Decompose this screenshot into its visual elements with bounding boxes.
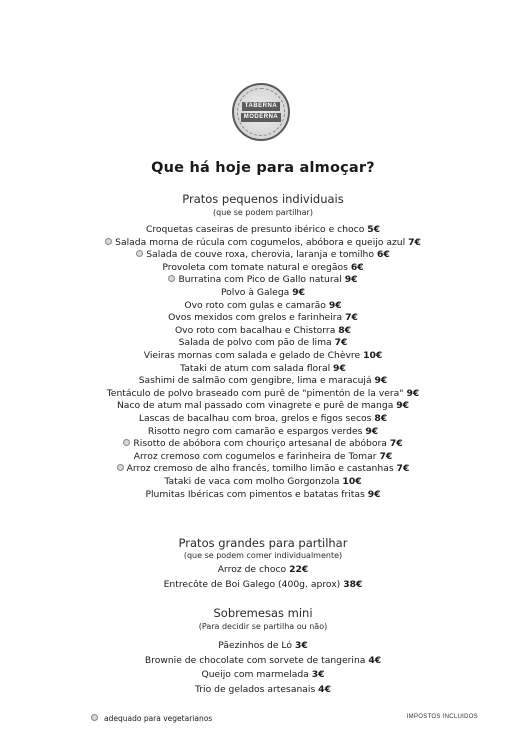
menu-item xyxy=(0,312,526,324)
menu-item-name: Pãezinhos de Ló xyxy=(218,640,293,651)
menu-item-name: Ovos mexidos com grelos e farinheira xyxy=(168,312,343,324)
menu-item-name: Arroz cremoso de alho francês, tomilho limão e castanhas xyxy=(126,463,394,475)
section-subheading-desserts: (Para decidir se partilha ou não) xyxy=(198,622,328,631)
menu-item-price: 7€ xyxy=(396,463,410,475)
menu-item xyxy=(0,262,526,274)
section-heading-sharing-plates: Pratos grandes para partilhar xyxy=(178,536,348,550)
menu-item xyxy=(0,564,526,576)
menu-item-price: 9€ xyxy=(396,400,410,412)
menu-item-price: 7€ xyxy=(408,236,421,248)
menu-item-price: 38€ xyxy=(343,579,363,590)
menu-item-name: Tataki de vaca com molho Gorgonzola xyxy=(164,476,340,487)
menu-item xyxy=(0,463,526,475)
menu-item xyxy=(0,274,526,286)
menu-item-name: Arroz cremoso com cogumelos e farinheira de Tomar xyxy=(133,450,377,462)
menu-item xyxy=(0,579,526,591)
menu-item xyxy=(0,400,526,412)
section-heading-small-plates: Pratos pequenos individuais xyxy=(182,192,344,206)
menu-item-name: Plumitas Ibéricas com pimentos e batatas fritas xyxy=(145,488,365,500)
menu-item xyxy=(0,413,526,425)
menu-item-price: 9€ xyxy=(367,488,381,500)
vegetarian-icon xyxy=(168,275,175,282)
menu-item-name: Arroz de choco xyxy=(217,564,287,575)
menu-item-name: Burratina com Pico de Gallo natural xyxy=(178,274,342,286)
menu-item-name: Queijo com marmelada xyxy=(201,669,309,680)
menu-item-name: Polvo à Galega xyxy=(220,287,290,298)
menu-item-name: Sashimi de salmão com gengibre, lima e maracujá xyxy=(138,375,372,387)
menu-item-price: 3€ xyxy=(311,669,325,680)
menu-item xyxy=(0,350,526,362)
menu-item-name: Naco de atum mal passado com vinagrete e purê de manga xyxy=(116,400,394,412)
menu-item-price: 6€ xyxy=(376,249,390,261)
logo-ring xyxy=(237,88,285,136)
vegetarian-legend-text: adequado para vegetarianos xyxy=(104,714,213,723)
menu-item-price: 8€ xyxy=(374,413,388,424)
menu-item-price: 10€ xyxy=(342,476,362,487)
menu-item xyxy=(0,655,526,667)
menu-item xyxy=(0,426,526,438)
section-heading-desserts: Sobremesas mini xyxy=(213,606,313,620)
menu-item-name: Salada morna de rúcula com cogumelos, abóbora e queijo azul xyxy=(115,236,406,248)
menu-item-name: Salada de polvo com pão de lima xyxy=(178,337,332,349)
menu-item-price: 9€ xyxy=(292,287,306,298)
menu-item-price: 7€ xyxy=(389,438,403,450)
vegetarian-icon xyxy=(117,464,124,471)
menu-item-name: Vieiras mornas com salada e gelado de Chèvre xyxy=(143,350,361,361)
menu-item-price: 5€ xyxy=(367,224,381,235)
logo-line-1: TABERNA xyxy=(242,102,280,111)
menu-item xyxy=(0,669,526,681)
menu-item xyxy=(0,375,526,387)
menu-item-name: Provoleta com tomate natural e oregãos xyxy=(162,261,348,273)
vegetarian-icon xyxy=(105,238,112,245)
page-title: Que há hoje para almoçar? xyxy=(151,160,375,176)
menu-item xyxy=(0,287,526,299)
vegetarian-legend xyxy=(91,714,212,723)
menu-item xyxy=(0,476,526,488)
menu-item-name: Lascas de bacalhau com broa, grelos e figos secos xyxy=(138,413,372,424)
vegetarian-icon xyxy=(136,250,143,257)
vegetarian-icon xyxy=(123,439,130,446)
menu-item-price: 3€ xyxy=(294,640,308,651)
menu-item xyxy=(0,249,526,261)
menu-item xyxy=(0,325,526,337)
menu-item xyxy=(0,224,526,236)
menu-item xyxy=(0,438,526,450)
menu-item xyxy=(0,489,526,501)
menu-item-price: 10€ xyxy=(363,350,383,361)
menu-item-name: Salada de couve roxa, cherovia, laranja e tomilho xyxy=(146,249,375,261)
menu-item xyxy=(0,300,526,312)
menu-item-price: 9€ xyxy=(344,274,358,286)
menu-item-price: 8€ xyxy=(338,324,352,336)
menu-item-price: 9€ xyxy=(406,387,420,399)
taxes-included-note: IMPOSTOS INCLUIDOS xyxy=(406,714,478,720)
vegetarian-icon xyxy=(91,714,98,721)
menu-item-name: Tataki de atum com salada floral xyxy=(180,362,331,374)
menu-item-name: Brownie de chocolate com sorvete de tangerina xyxy=(144,654,366,666)
menu-item xyxy=(0,388,526,400)
menu-item-name: Risotto de abóbora com chouriço artesanal de abóbora xyxy=(133,438,387,450)
taberna-moderna-logo xyxy=(232,83,290,141)
menu-item xyxy=(0,237,526,249)
section-subheading-small-plates: (que se podem partilhar) xyxy=(213,208,313,217)
menu-item xyxy=(0,640,526,652)
menu-item-price: 7€ xyxy=(334,337,348,349)
menu-item xyxy=(0,451,526,463)
menu-item xyxy=(0,684,526,696)
menu-item-name: Ovo roto com bacalhau e Chistorra xyxy=(174,324,336,336)
menu-item-name: Tentáculo de polvo braseado com purê de "pimentón de la vera" xyxy=(106,387,404,399)
menu-item-price: 4€ xyxy=(318,683,331,695)
menu-item-name: Entrecôte de Boi Galego (400g. aprox) xyxy=(163,579,341,590)
menu-item-price: 4€ xyxy=(368,654,382,666)
menu-item-price: 9€ xyxy=(333,362,346,374)
section-subheading-sharing-plates: (que se podem comer individualmente) xyxy=(183,551,343,560)
menu-item-name: Trio de gelados artesanais xyxy=(195,683,316,695)
menu-item xyxy=(0,363,526,375)
menu-item-name: Ovo roto com gulas e camarão xyxy=(184,299,326,311)
menu-item-price: 6€ xyxy=(350,261,364,273)
menu-item-price: 9€ xyxy=(365,425,379,437)
menu-item-price: 9€ xyxy=(328,299,342,311)
menu-item-name: Risotto negro com camarão e espargos verdes xyxy=(147,425,363,437)
logo-line-2: MODERNA xyxy=(241,113,282,122)
menu-item-price: 22€ xyxy=(289,564,309,575)
menu-item-name: Croquetas caseiras de presunto ibérico e choco xyxy=(145,224,365,235)
menu-item-price: 9€ xyxy=(374,375,388,387)
menu-item xyxy=(0,337,526,349)
menu-item-price: 7€ xyxy=(379,450,393,462)
menu-item-price: 7€ xyxy=(345,312,358,324)
